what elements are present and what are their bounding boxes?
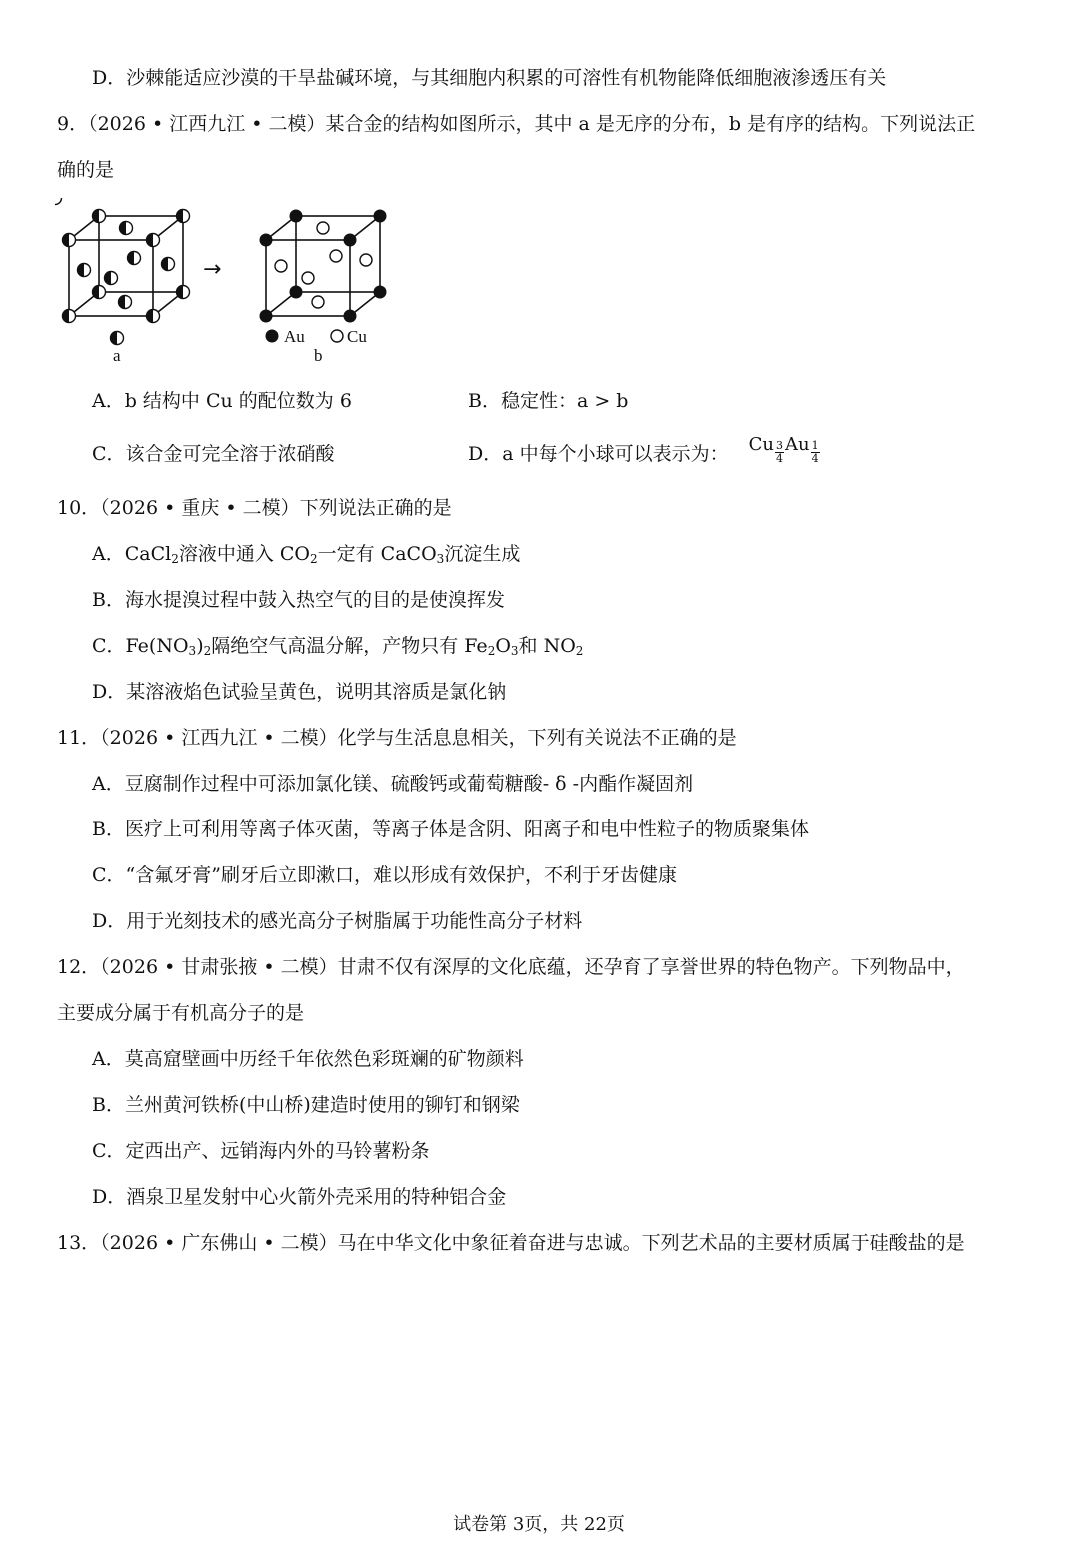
cu-legend-icon [331, 330, 343, 342]
q9-stem-line1: 9．（2026 • 江西九江 • 二模）某合金的结构如图所示，其中 a 是无序的分布，b 是有序的结构。下列说法正 [57, 113, 976, 135]
q12-option-b: B．兰州黄河铁桥(中山桥)建造时使用的铆钉和钢梁 [92, 1094, 520, 1116]
q9-option-d-text: D．a 中每个小球可以表示为： [468, 443, 729, 465]
q10-option-b: B．海水提溴过程中鼓入热空气的目的是使溴挥发 [92, 589, 505, 611]
q9-option-d [468, 434, 821, 475]
q9-stem-line2: 确的是 [57, 159, 115, 181]
figure-label-b: b [314, 346, 323, 365]
q11-stem: 11．（2026 • 江西九江 • 二模）化学与生活息息相关，下列有关说法不正确的是 [57, 727, 737, 749]
cube-a-half-circles [55, 198, 190, 345]
arrow-icon: → [203, 257, 222, 282]
q9-option-c: C．该合金可完全溶于浓硝酸 [92, 443, 335, 465]
q12-option-d: D．酒泉卫星发射中心火箭外壳采用的特种铝合金 [92, 1186, 507, 1208]
q11-option-c: C．“含氟牙膏”刷牙后立即漱口，难以形成有效保护，不利于牙齿健康 [92, 864, 677, 886]
q11-option-d: D．用于光刻技术的感光高分子树脂属于功能性高分子材料 [92, 910, 583, 932]
q10-stem: 10．（2026 • 重庆 • 二模）下列说法正确的是 [57, 497, 452, 519]
q11-option-a: A．豆腐制作过程中可添加氯化镁、硫酸钙或葡萄糖酸- δ -内酯作凝固剂 [92, 773, 694, 795]
q11-option-b: B．医疗上可利用等离子体灭菌，等离子体是含阴、阳离子和电中性粒子的物质聚集体 [92, 818, 809, 840]
q13-stem: 13．（2026 • 广东佛山 • 二模）马在中华文化中象征着奋进与忠诚。下列艺术品的主要材质属于硅酸盐的是 [57, 1232, 965, 1254]
q12-option-a: A．莫高窟壁画中历经千年依然色彩斑斓的矿物颜料 [92, 1048, 524, 1070]
q9-option-a: A．b 结构中 Cu 的配位数为 6 [92, 390, 352, 412]
q8-option-d: D．沙棘能适应沙漠的干旱盐碱环境，与其细胞内积累的可溶性有机物能降低细胞液渗透压有关 [92, 67, 887, 89]
q10-option-a: A．CaCl$_2$溶液中通入 $CO_2$一定有 CaCO$_3$沉淀生成 [92, 543, 521, 566]
legend-cu-label: Cu [347, 327, 367, 346]
q12-option-c: C．定西出产、远销海内外的马铃薯粉条 [92, 1140, 430, 1162]
half-filled-circle-icon [55, 198, 62, 205]
page-footer: 试卷第 3页，共 22页 [453, 1514, 625, 1535]
q12-stem-line2: 主要成分属于有机高分子的是 [57, 1002, 305, 1024]
alloy-structure-figure [55, 198, 415, 368]
q12-stem-line1: 12．（2026 • 甘肃张掖 • 二模）甘肃不仅有深厚的文化底蕴，还孕育了享誉世界的特色物产。下列物品中， [57, 956, 965, 978]
figure-label-a: a [113, 346, 121, 365]
q10-option-d: D．某溶液焰色试验呈黄色，说明其溶质是氯化钠 [92, 681, 507, 703]
legend-au-label: Au [284, 327, 305, 346]
cu-au-formula: Cu $\frac{3}{4}$ Au $\frac{1}{4}$ [748, 434, 819, 465]
q10-option-c: C．$Fe(NO_3)_2$隔绝空气高温分解，产物只有 $Fe_2O_3$和 $NO_2$ [92, 635, 584, 658]
au-legend-icon [266, 330, 279, 343]
q9-option-b: B．稳定性：a > b [468, 390, 629, 412]
